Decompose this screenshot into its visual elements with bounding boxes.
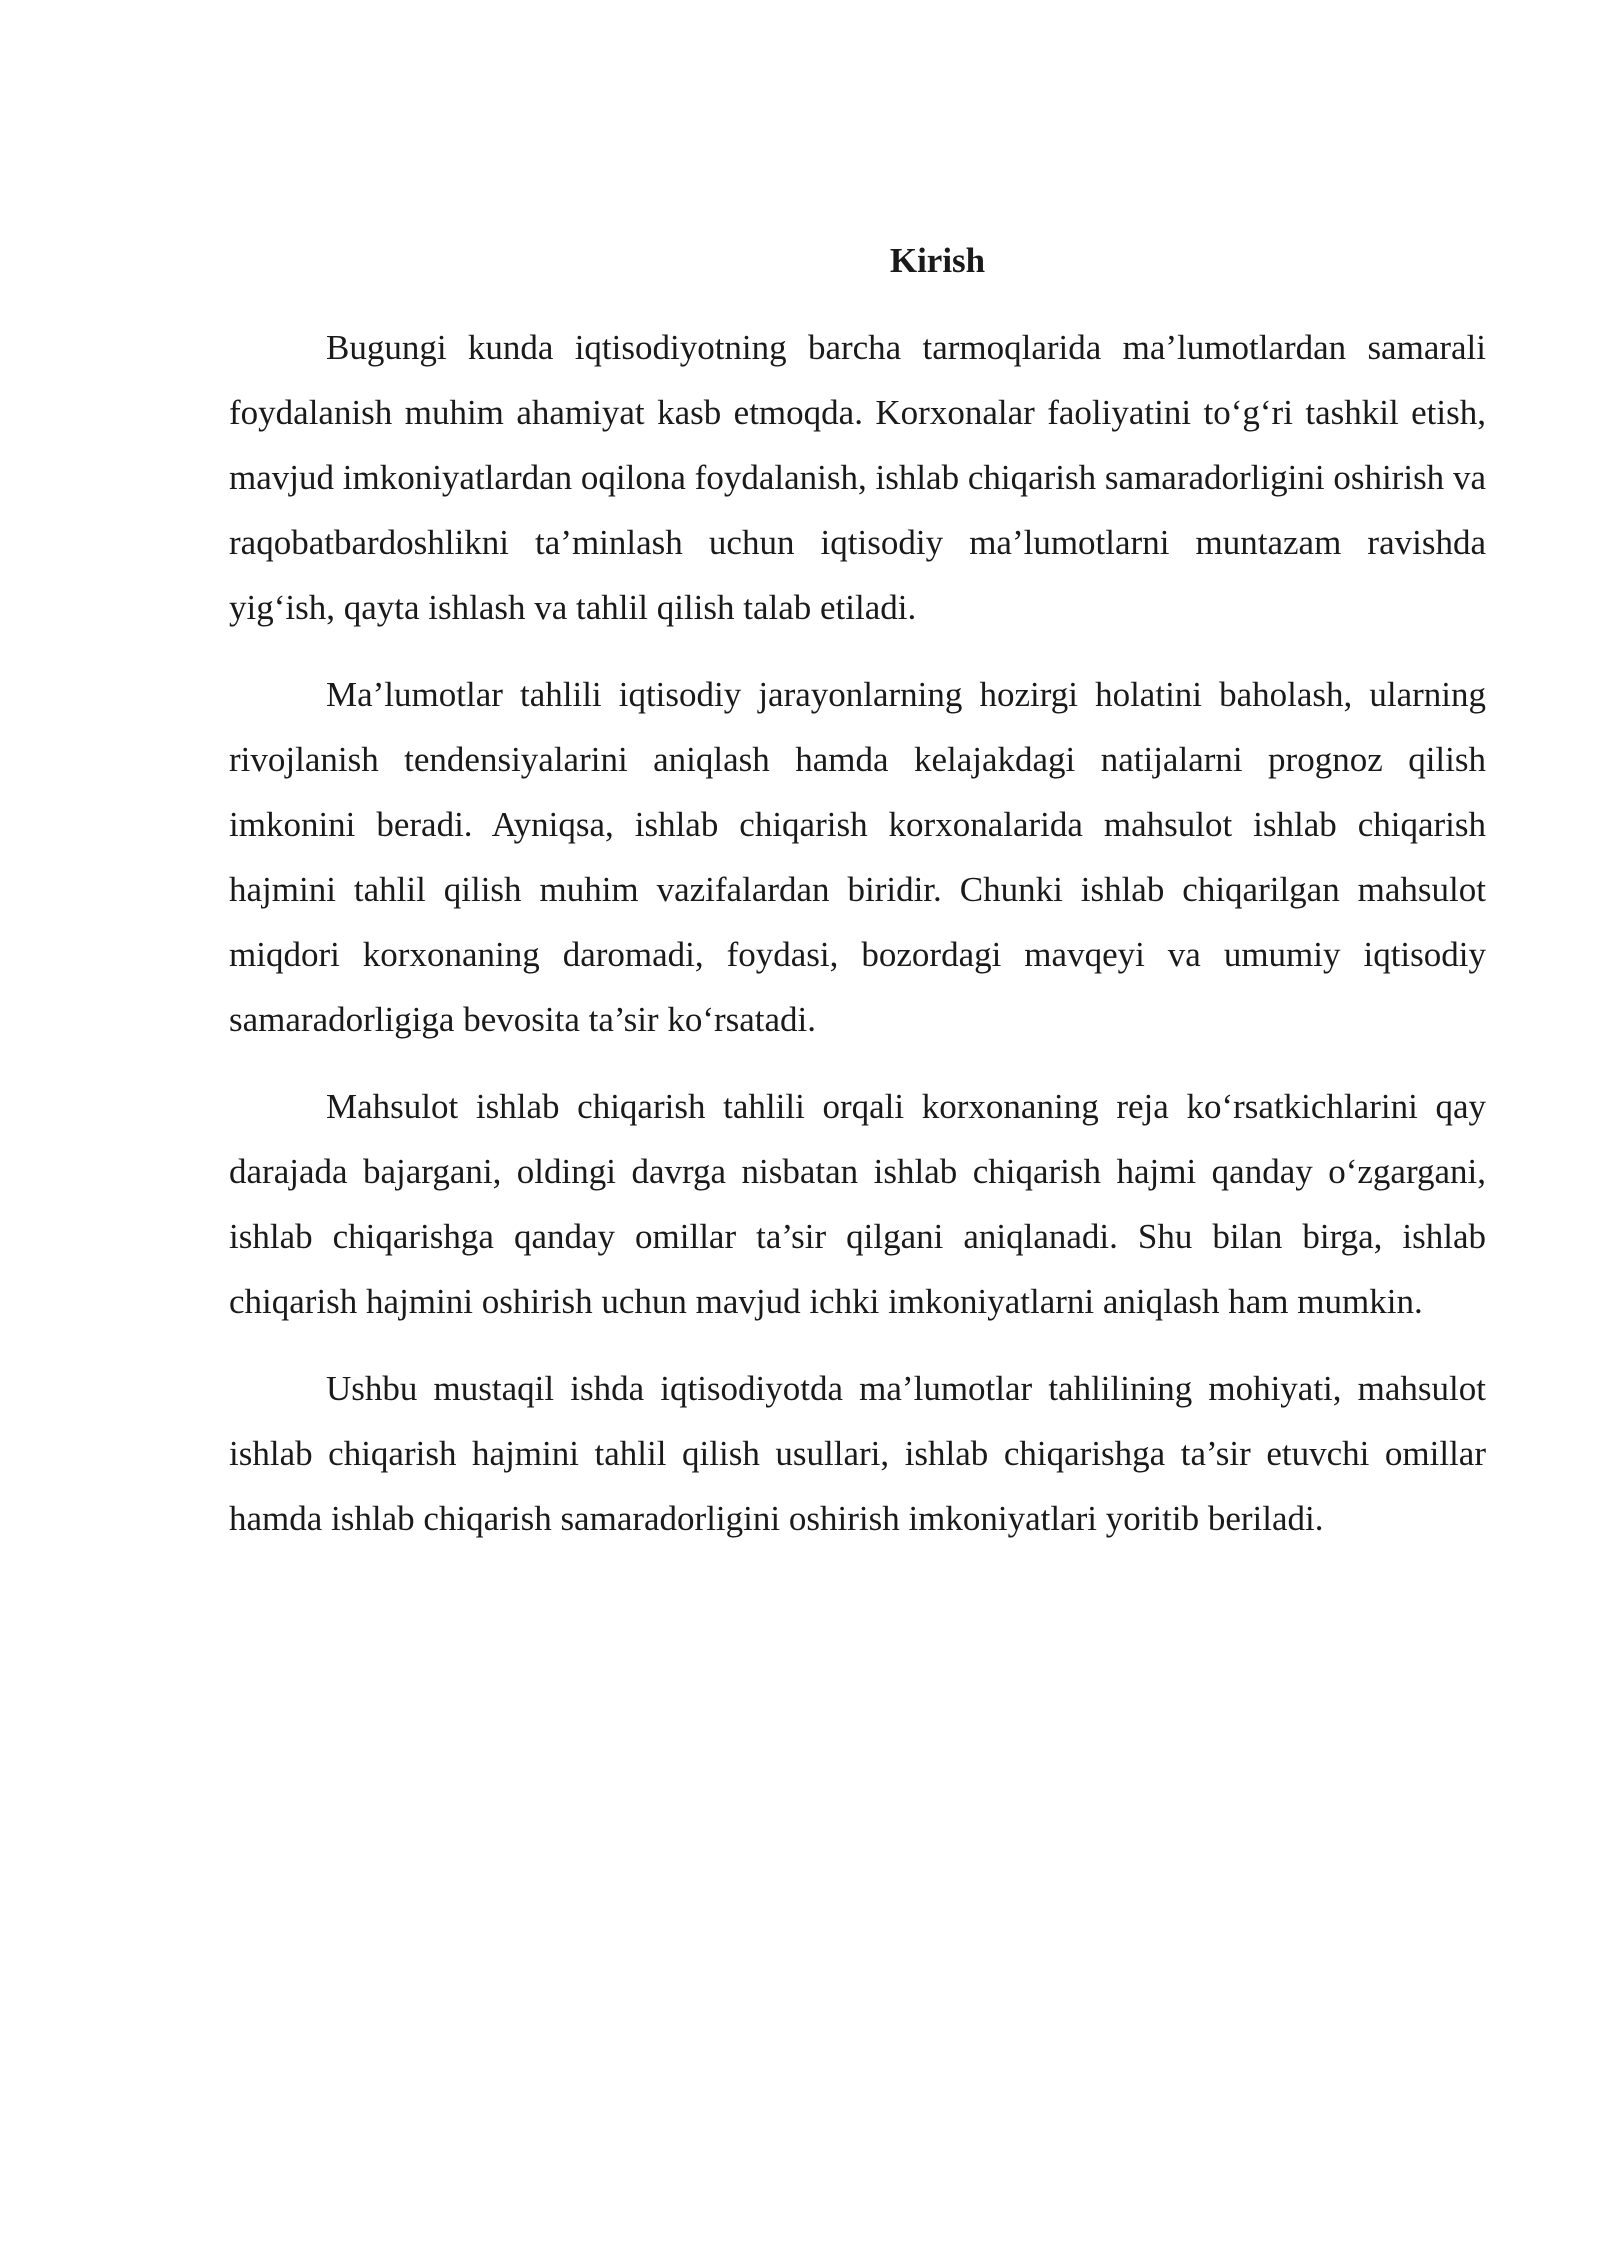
paragraph-4: Ushbu mustaqil ishda iqtisodiyotda ma’lumotlar tahlilining mohiyati, mahsulot ishlab chiqarish hajmini tahlil qilish usullari, ishlab chiqarishga ta’sir etuvchi omillar hamda ishlab chiqarish samaradorligini oshirish imkoniyatlari yoritib beriladi.	[229, 1369, 1486, 1538]
paragraph-1: Bugungi kunda iqtisodiyotning barcha tarmoqlarida ma’lumotlardan samarali foydalanish muhim ahamiyat kasb etmoqda. Korxonalar faoliyatini to‘g‘ri tashkil etish, mavjud imkoniyatlardan oqilona foydalanish, ishlab chiqarish samaradorligini oshirish va raqobatbardoshlikni ta’minlash uchun iqtisodiy ma’lumotlarni muntazam ravishda yig‘ish, qayta ishlash va tahlil qilish talab etiladi.	[229, 328, 1486, 627]
paragraph-2: Ma’lumotlar tahlili iqtisodiy jarayonlarning hozirgi holatini baholash, ularning rivojlanish tendensiyalarini aniqlash hamda kelajakdagi natijalarni prognoz qilish imkonini beradi. Ayniqsa, ishlab chiqarish korxonalarida mahsulot ishlab chiqarish hajmini tahlil qilish muhim vazifalardan biridir. Chunki ishlab chiqarilgan mahsulot miqdori korxonaning daromadi, foydasi, bozordagi mavqeyi va umumiy iqtisodiy samaradorligiga bevosita ta’sir ko‘rsatadi.	[229, 675, 1486, 1039]
document-body	[229, 228, 1486, 1573]
section-title: Kirish	[889, 241, 986, 280]
paragraph-3: Mahsulot ishlab chiqarish tahlili orqali korxonaning reja ko‘rsatkichlarini qay darajada bajargani, oldingi davrga nisbatan ishlab chiqarish hajmi qanday o‘zgargani, ishlab chiqarishga qanday omillar ta’sir qilgani aniqlanadi. Shu bilan birga, ishlab chiqarish hajmini oshirish uchun mavjud ichki imkoniyatlarni aniqlash ham mumkin.	[229, 1087, 1486, 1321]
